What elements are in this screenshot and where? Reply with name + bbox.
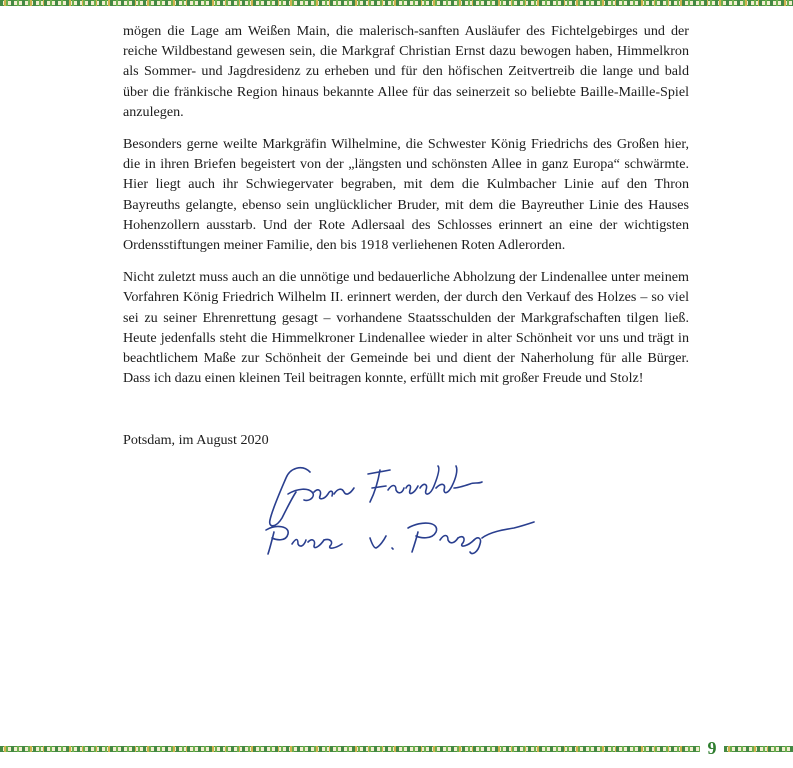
page-number: 9 bbox=[707, 738, 717, 758]
bottom-decorative-border-right bbox=[724, 746, 793, 752]
place-date: Potsdam, im August 2020 bbox=[123, 432, 269, 448]
top-decorative-border bbox=[0, 0, 793, 6]
paragraph-1: mögen die Lage am Weißen Main, die malerisch-sanften Ausläufer des Fichtelgebirges und der reiche Wildbestand gewesen sein, die Markgraf Christian Ernst dazu bewogen haben, Himmelkron als Sommer- und Jagdresidenz zu erheben und für den höfischen Zeitvertreib die lange und bald über die fränkische Region hinaus bekannte Allee für das seinerzeit so beliebte Baille-Maille-Spiel anzulegen. bbox=[123, 23, 689, 120]
paragraph-2: Besonders gerne weilte Markgräfin Wilhelmine, die Schwester König Friedrichs des Großen hier, die in ihren Briefen begeistert von der „längsten und schönsten Allee in ganz Europa“ schwärmte. Hier liegt auch ihr Schwiegervater begraben, mit dem die Kulmbacher Linie auf den Thron Bayreuths gelangte, ebenso sein unglücklicher Bruder, mit dem die Bayreuther Linie des Hauses Hohenzollern ausstarb. Und der Rote Adlersaal des Schlosses erinnert an eine der wichtigsten Ordensstiftungen meiner Familie, den bis 1918 verliehenen Roten Adlerorden. bbox=[123, 136, 689, 254]
body-text bbox=[123, 21, 689, 400]
paragraph-3: Nicht zuletzt muss auch an die unnötige und bedauerliche Abholzung der Lindenallee unter meinem Vorfahren König Friedrich Wilhelm II. erinnert werden, der durch den Verkauf des Holzes – so viel sei zu seiner Ehrenrettung gesagt – vorhandene Staatsschulden der Markgrafschaften tilgen ließ. Heute jedenfalls steht die Himmelkroner Lindenallee wieder in alter Schönheit vor uns und trägt in beachtlichem Maße zur Schönheit der Gemeinde bei und dient der Naherholung für alle Bürger. Dass ich dazu einen kleinen Teil beitragen konnte, erfüllt mich mit großer Freude und Stolz! bbox=[123, 269, 689, 387]
handwritten-signature bbox=[258, 458, 538, 558]
bottom-decorative-border-left bbox=[0, 746, 700, 752]
